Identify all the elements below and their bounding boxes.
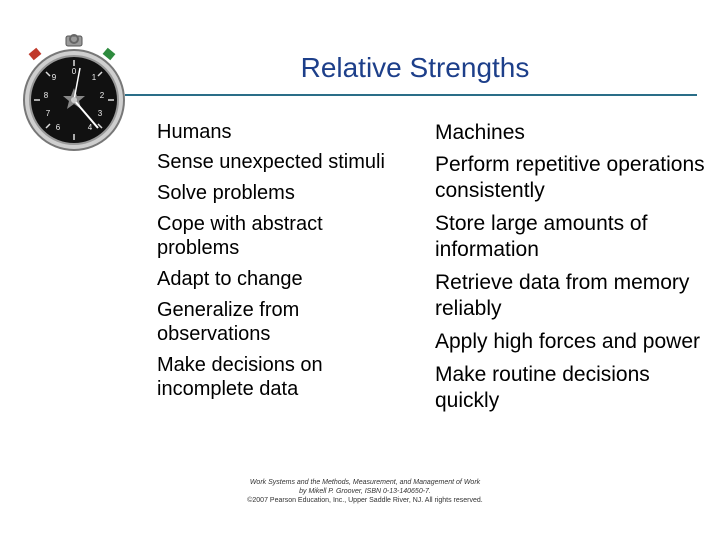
- humans-heading: Humans: [157, 121, 232, 143]
- machines-heading: Machines: [435, 121, 525, 144]
- footer-line-2: by Mikell P. Groover, ISBN 0-13-140650-7.: [299, 488, 431, 495]
- svg-text:9: 9: [51, 73, 57, 82]
- svg-text:0: 0: [71, 67, 77, 76]
- machines-item: Make routine decisions quickly: [435, 363, 650, 412]
- machines-item: Perform repetitive operations consistently: [435, 153, 705, 202]
- svg-text:1: 1: [91, 73, 97, 82]
- svg-text:3: 3: [97, 109, 103, 118]
- machines-column: [435, 120, 705, 421]
- stopwatch-icon: [18, 30, 130, 160]
- machines-item: Apply high forces and power: [435, 330, 700, 353]
- slide-title: Relative Strengths: [300, 52, 530, 83]
- humans-item: Solve problems: [157, 182, 295, 204]
- humans-item: Generalize from observations: [157, 299, 300, 345]
- footer-line-3: ©2007 Pearson Education, Inc., Upper Saddle River, NJ. All rights reserved.: [247, 497, 483, 504]
- copyright-footer: [200, 478, 530, 505]
- title-divider: [125, 94, 697, 96]
- svg-text:6: 6: [55, 123, 61, 132]
- svg-text:2: 2: [99, 91, 105, 100]
- humans-column: [157, 120, 397, 408]
- footer-line-1: Work Systems and the Methods, Measurement, and Management of Work: [249, 479, 481, 486]
- humans-item: Make decisions on incomplete data: [157, 354, 323, 400]
- machines-item: Store large amounts of information: [435, 212, 648, 261]
- svg-text:4: 4: [87, 123, 93, 132]
- humans-item: Cope with abstract problems: [157, 213, 323, 259]
- humans-item: Sense unexpected stimuli: [157, 151, 385, 173]
- humans-item: Adapt to change: [157, 268, 303, 290]
- svg-text:7: 7: [45, 109, 51, 118]
- svg-text:8: 8: [43, 91, 49, 100]
- machines-item: Retrieve data from memory reliably: [435, 271, 690, 320]
